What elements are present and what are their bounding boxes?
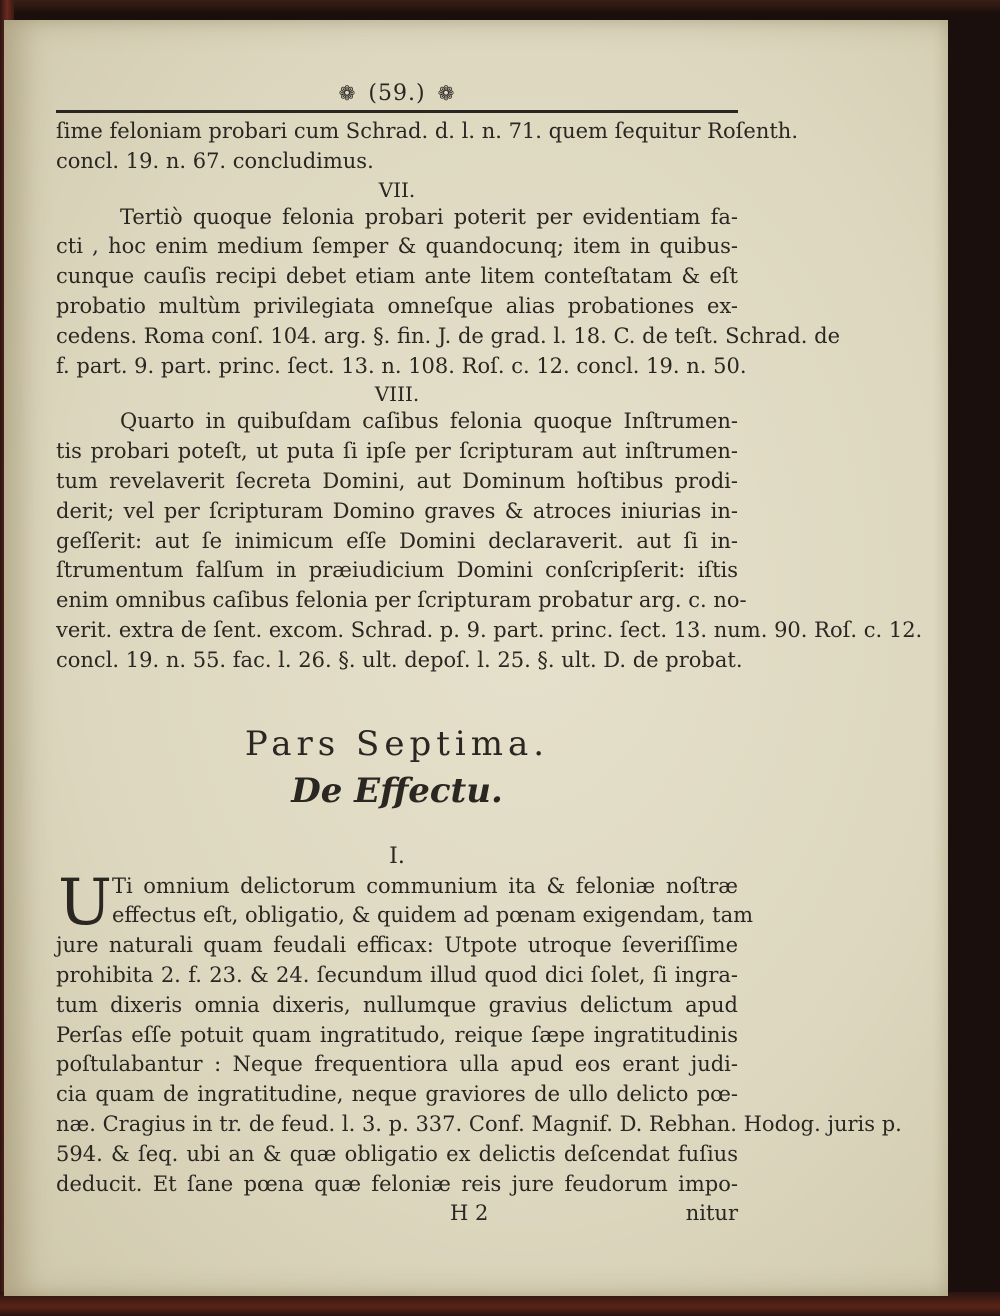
ornament-left-icon: ❁: [338, 81, 357, 105]
text-line: tum dixeris omnia dixeris, nullumque gravius delictum apud: [56, 992, 738, 1017]
book-page: [4, 20, 948, 1296]
section-viii-paragraph: [56, 407, 923, 675]
text-block: [56, 78, 923, 1228]
text-line: Tertiò quoque felonia probari poterit per evidentiam fa-: [120, 204, 738, 229]
ornament-right-icon: ❁: [437, 81, 456, 105]
header-rule: [56, 110, 738, 113]
text-line: tis probari poteſt, ut puta ſi ipſe per ſcripturam aut inſtrumen-: [56, 439, 738, 464]
text-line: tum revelaverit ſecreta Domini, aut Dominum hoſtibus prodi-: [56, 468, 738, 493]
catchword: nitur: [685, 1201, 738, 1226]
text-line: f. part. 9. part. princ. ſect. 13. n. 108. Roſ. c. 12. concl. 19. n. 50.: [56, 353, 747, 378]
text-line: derit; vel per ſcripturam Domino graves & atroces iniurias in-: [56, 498, 738, 523]
drop-capital: U: [58, 865, 112, 940]
section-numeral-viii: VIII.: [374, 382, 420, 407]
text-line: verit. extra de ſent. excom. Schrad. p. 9. part. princ. ſect. 13. num. 90. Roſ. c. 12.: [56, 617, 923, 642]
text-line: concl. 19. n. 55. fac. l. 26. §. ult. depoſ. l. 25. §. ult. D. de probat.: [56, 647, 743, 672]
text-line: concl. 19. n. 67. concludimus.: [56, 148, 374, 173]
section-vi-end: [56, 117, 799, 177]
text-line: deducit. Et ſane pœna quæ feloniæ reis jure feudorum impo-: [56, 1171, 738, 1196]
text-line: Quarto in quibuſdam caſibus felonia quoque Inſtrumen-: [120, 409, 738, 434]
part-title: Pars Septima.: [244, 723, 550, 764]
page-footer: [56, 1199, 738, 1228]
text-line: prohibita 2. f. 23. & 24. ſecundum illud quod dici ſolet, ſi ingra-: [56, 962, 738, 987]
section-numeral-i: I.: [389, 843, 405, 869]
text-line: probatio multùm privilegiata omneſque alias probationes ex-: [56, 293, 738, 318]
text-line: 594. & ſeq. ubi an & quæ obligatio ex delictis deſcendat fuſius: [56, 1141, 738, 1166]
text-line: ſtrumentum falſum in præiudicium Domini conſcripſerit: iſtis: [56, 558, 738, 583]
text-line: cti , hoc enim medium ſemper & quandocunq; item in quibus-: [56, 234, 738, 259]
text-line: cunque cauſis recipi debet etiam ante litem conteſtatam & eſt: [56, 264, 738, 289]
book-edge-top: [0, 0, 1000, 14]
section-vii-paragraph: [56, 203, 841, 382]
text-line: poſtulabantur : Neque frequentiora ulla apud eos erant judi-: [56, 1052, 738, 1077]
text-line: geſſerit: aut ſe inimicum eſſe Domini declaraverit. aut ſi in-: [56, 528, 738, 553]
running-header: [56, 78, 738, 108]
text-line: ſime feloniam probari cum Schrad. d. l. n. 71. quem ſequitur Roſenth.: [56, 119, 799, 143]
text-line: effectus eſt, obligatio, & quidem ad pœnam exigendam, tam: [112, 903, 754, 928]
section-numeral-vii: VII.: [378, 177, 416, 202]
text-line: jure naturali quam feudali efficax: Utpote utroque ſeveriſſime: [56, 933, 738, 958]
signature-mark: H 2: [450, 1201, 489, 1226]
text-line: Ti omnium delictorum communium ita & feloniæ noſtræ: [112, 873, 738, 898]
section-i-paragraph: [56, 865, 902, 1200]
text-line: Perſas eſſe potuit quam ingratitudo, reique ſæpe ingratitudinis: [56, 1022, 738, 1047]
text-line: enim omnibus caſibus felonia per ſcripturam probatur arg. c. no-: [56, 588, 747, 613]
text-line: næ. Cragius in tr. de feud. l. 3. p. 337. Conf. Magnif. D. Rebhan. Hodog. juris p.: [56, 1111, 902, 1136]
page-number: (59.): [368, 81, 426, 106]
text-line: cedens. Roma conſ. 104. arg. §. fin. J. de grad. l. 18. C. de teſt. Schrad. de: [56, 323, 841, 348]
text-line: cia quam de ingratitudine, neque graviores de ullo delicto pœ-: [56, 1082, 738, 1107]
part-subtitle: De Effectu.: [291, 770, 503, 811]
